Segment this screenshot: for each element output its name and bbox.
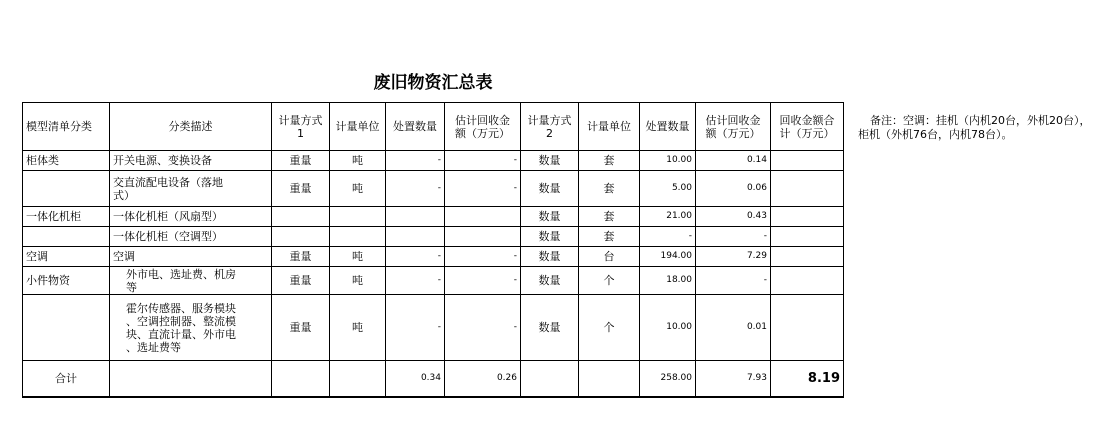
- table-row: [23, 267, 844, 295]
- header-est2: 估计回收金 额（万元）: [696, 103, 771, 151]
- table-row: [23, 171, 844, 207]
- cell-qty2: 18.00: [640, 267, 696, 295]
- page-title: 废旧物资汇总表: [373, 73, 493, 93]
- table-row: [23, 295, 844, 361]
- cell-unit1: [330, 207, 386, 227]
- header-qty2: 处置数量: [640, 103, 696, 151]
- total-description: [110, 361, 272, 397]
- cell-unit1: 吨: [330, 171, 386, 207]
- header-method2: 计量方式 2: [521, 103, 579, 151]
- cell-description: 外市电、选址费、机房 等: [110, 267, 272, 295]
- cell-est1: -: [445, 171, 521, 207]
- cell-method1: 重量: [272, 295, 330, 361]
- cell-qty2: 21.00: [640, 207, 696, 227]
- remark-note: 备注：空调：挂机（内机20台，外机20台），柜机（外机76台，内机78台）。: [858, 114, 1091, 141]
- table-row: [23, 247, 844, 267]
- summary-table: [22, 102, 844, 398]
- cell-est1: -: [445, 247, 521, 267]
- cell-est2: 0.01: [696, 295, 771, 361]
- cell-category: 空调: [23, 247, 110, 267]
- cell-unit2: 套: [579, 151, 640, 171]
- total-total: 8.19: [771, 361, 844, 397]
- cell-qty1: [386, 207, 445, 227]
- cell-category: 柜体类: [23, 151, 110, 171]
- header-est1: 估计回收金 额（万元）: [445, 103, 521, 151]
- cell-est1: [445, 227, 521, 247]
- cell-est2: -: [696, 227, 771, 247]
- cell-unit1: 吨: [330, 295, 386, 361]
- cell-total: [771, 267, 844, 295]
- cell-est1: -: [445, 267, 521, 295]
- cell-total: [771, 247, 844, 267]
- cell-est1: [445, 207, 521, 227]
- header-qty1: 处置数量: [386, 103, 445, 151]
- total-category: 合计: [23, 361, 110, 397]
- cell-qty1: -: [386, 267, 445, 295]
- cell-unit1: 吨: [330, 151, 386, 171]
- cell-unit2: 套: [579, 227, 640, 247]
- header-unit1: 计量单位: [330, 103, 386, 151]
- cell-category: 一体化机柜: [23, 207, 110, 227]
- total-unit1: [330, 361, 386, 397]
- cell-qty1: -: [386, 151, 445, 171]
- total-est1: 0.26: [445, 361, 521, 397]
- cell-method2: 数量: [521, 295, 579, 361]
- cell-method1: 重量: [272, 267, 330, 295]
- cell-est2: 7.29: [696, 247, 771, 267]
- cell-method2: 数量: [521, 267, 579, 295]
- cell-total: [771, 295, 844, 361]
- header-description: 分类描述: [110, 103, 272, 151]
- cell-est2: -: [696, 267, 771, 295]
- cell-method2: 数量: [521, 247, 579, 267]
- total-est2: 7.93: [696, 361, 771, 397]
- cell-est2: 0.06: [696, 171, 771, 207]
- cell-method1: 重量: [272, 171, 330, 207]
- cell-method2: 数量: [521, 151, 579, 171]
- cell-qty2: 10.00: [640, 295, 696, 361]
- cell-unit2: 个: [579, 295, 640, 361]
- cell-unit2: 个: [579, 267, 640, 295]
- table-body: [23, 103, 844, 397]
- header-row: [23, 103, 844, 151]
- cell-qty1: -: [386, 247, 445, 267]
- cell-description: 空调: [110, 247, 272, 267]
- cell-description: 开关电源、变换设备: [110, 151, 272, 171]
- total-unit2: [579, 361, 640, 397]
- cell-unit2: 套: [579, 171, 640, 207]
- cell-method2: 数量: [521, 171, 579, 207]
- cell-description: 交直流配电设备（落地 式）: [110, 171, 272, 207]
- cell-method1: 重量: [272, 247, 330, 267]
- cell-unit1: 吨: [330, 247, 386, 267]
- cell-qty1: -: [386, 171, 445, 207]
- cell-qty2: -: [640, 227, 696, 247]
- cell-method2: 数量: [521, 227, 579, 247]
- cell-qty1: -: [386, 295, 445, 361]
- cell-method1: 重量: [272, 151, 330, 171]
- cell-category: 小件物资: [23, 267, 110, 295]
- cell-total: [771, 207, 844, 227]
- cell-qty2: 10.00: [640, 151, 696, 171]
- cell-unit2: 套: [579, 207, 640, 227]
- cell-category: [23, 295, 110, 361]
- header-unit2: 计量单位: [579, 103, 640, 151]
- cell-method1: [272, 207, 330, 227]
- table-row: [23, 227, 844, 247]
- total-method1: [272, 361, 330, 397]
- cell-unit1: [330, 227, 386, 247]
- cell-qty1: [386, 227, 445, 247]
- cell-total: [771, 171, 844, 207]
- header-total: 回收金额合 计（万元）: [771, 103, 844, 151]
- cell-est2: 0.43: [696, 207, 771, 227]
- cell-unit1: 吨: [330, 267, 386, 295]
- cell-total: [771, 227, 844, 247]
- cell-est1: -: [445, 295, 521, 361]
- cell-description: 霍尔传感器、服务模块 、空调控制器、整流模 块、直流计量、外市电 、选址费等: [110, 295, 272, 361]
- cell-qty2: 5.00: [640, 171, 696, 207]
- total-qty1: 0.34: [386, 361, 445, 397]
- cell-method1: [272, 227, 330, 247]
- header-category: 模型清单分类: [23, 103, 110, 151]
- cell-category: [23, 171, 110, 207]
- cell-total: [771, 151, 844, 171]
- cell-est2: 0.14: [696, 151, 771, 171]
- cell-description: 一体化机柜（风扇型）: [110, 207, 272, 227]
- total-method2: [521, 361, 579, 397]
- cell-method2: 数量: [521, 207, 579, 227]
- cell-description: 一体化机柜（空调型）: [110, 227, 272, 247]
- total-qty2: 258.00: [640, 361, 696, 397]
- totals-row: [23, 361, 844, 397]
- cell-qty2: 194.00: [640, 247, 696, 267]
- table-row: [23, 151, 844, 171]
- cell-unit2: 台: [579, 247, 640, 267]
- cell-est1: -: [445, 151, 521, 171]
- header-method1: 计量方式 1: [272, 103, 330, 151]
- cell-category: [23, 227, 110, 247]
- table-row: [23, 207, 844, 227]
